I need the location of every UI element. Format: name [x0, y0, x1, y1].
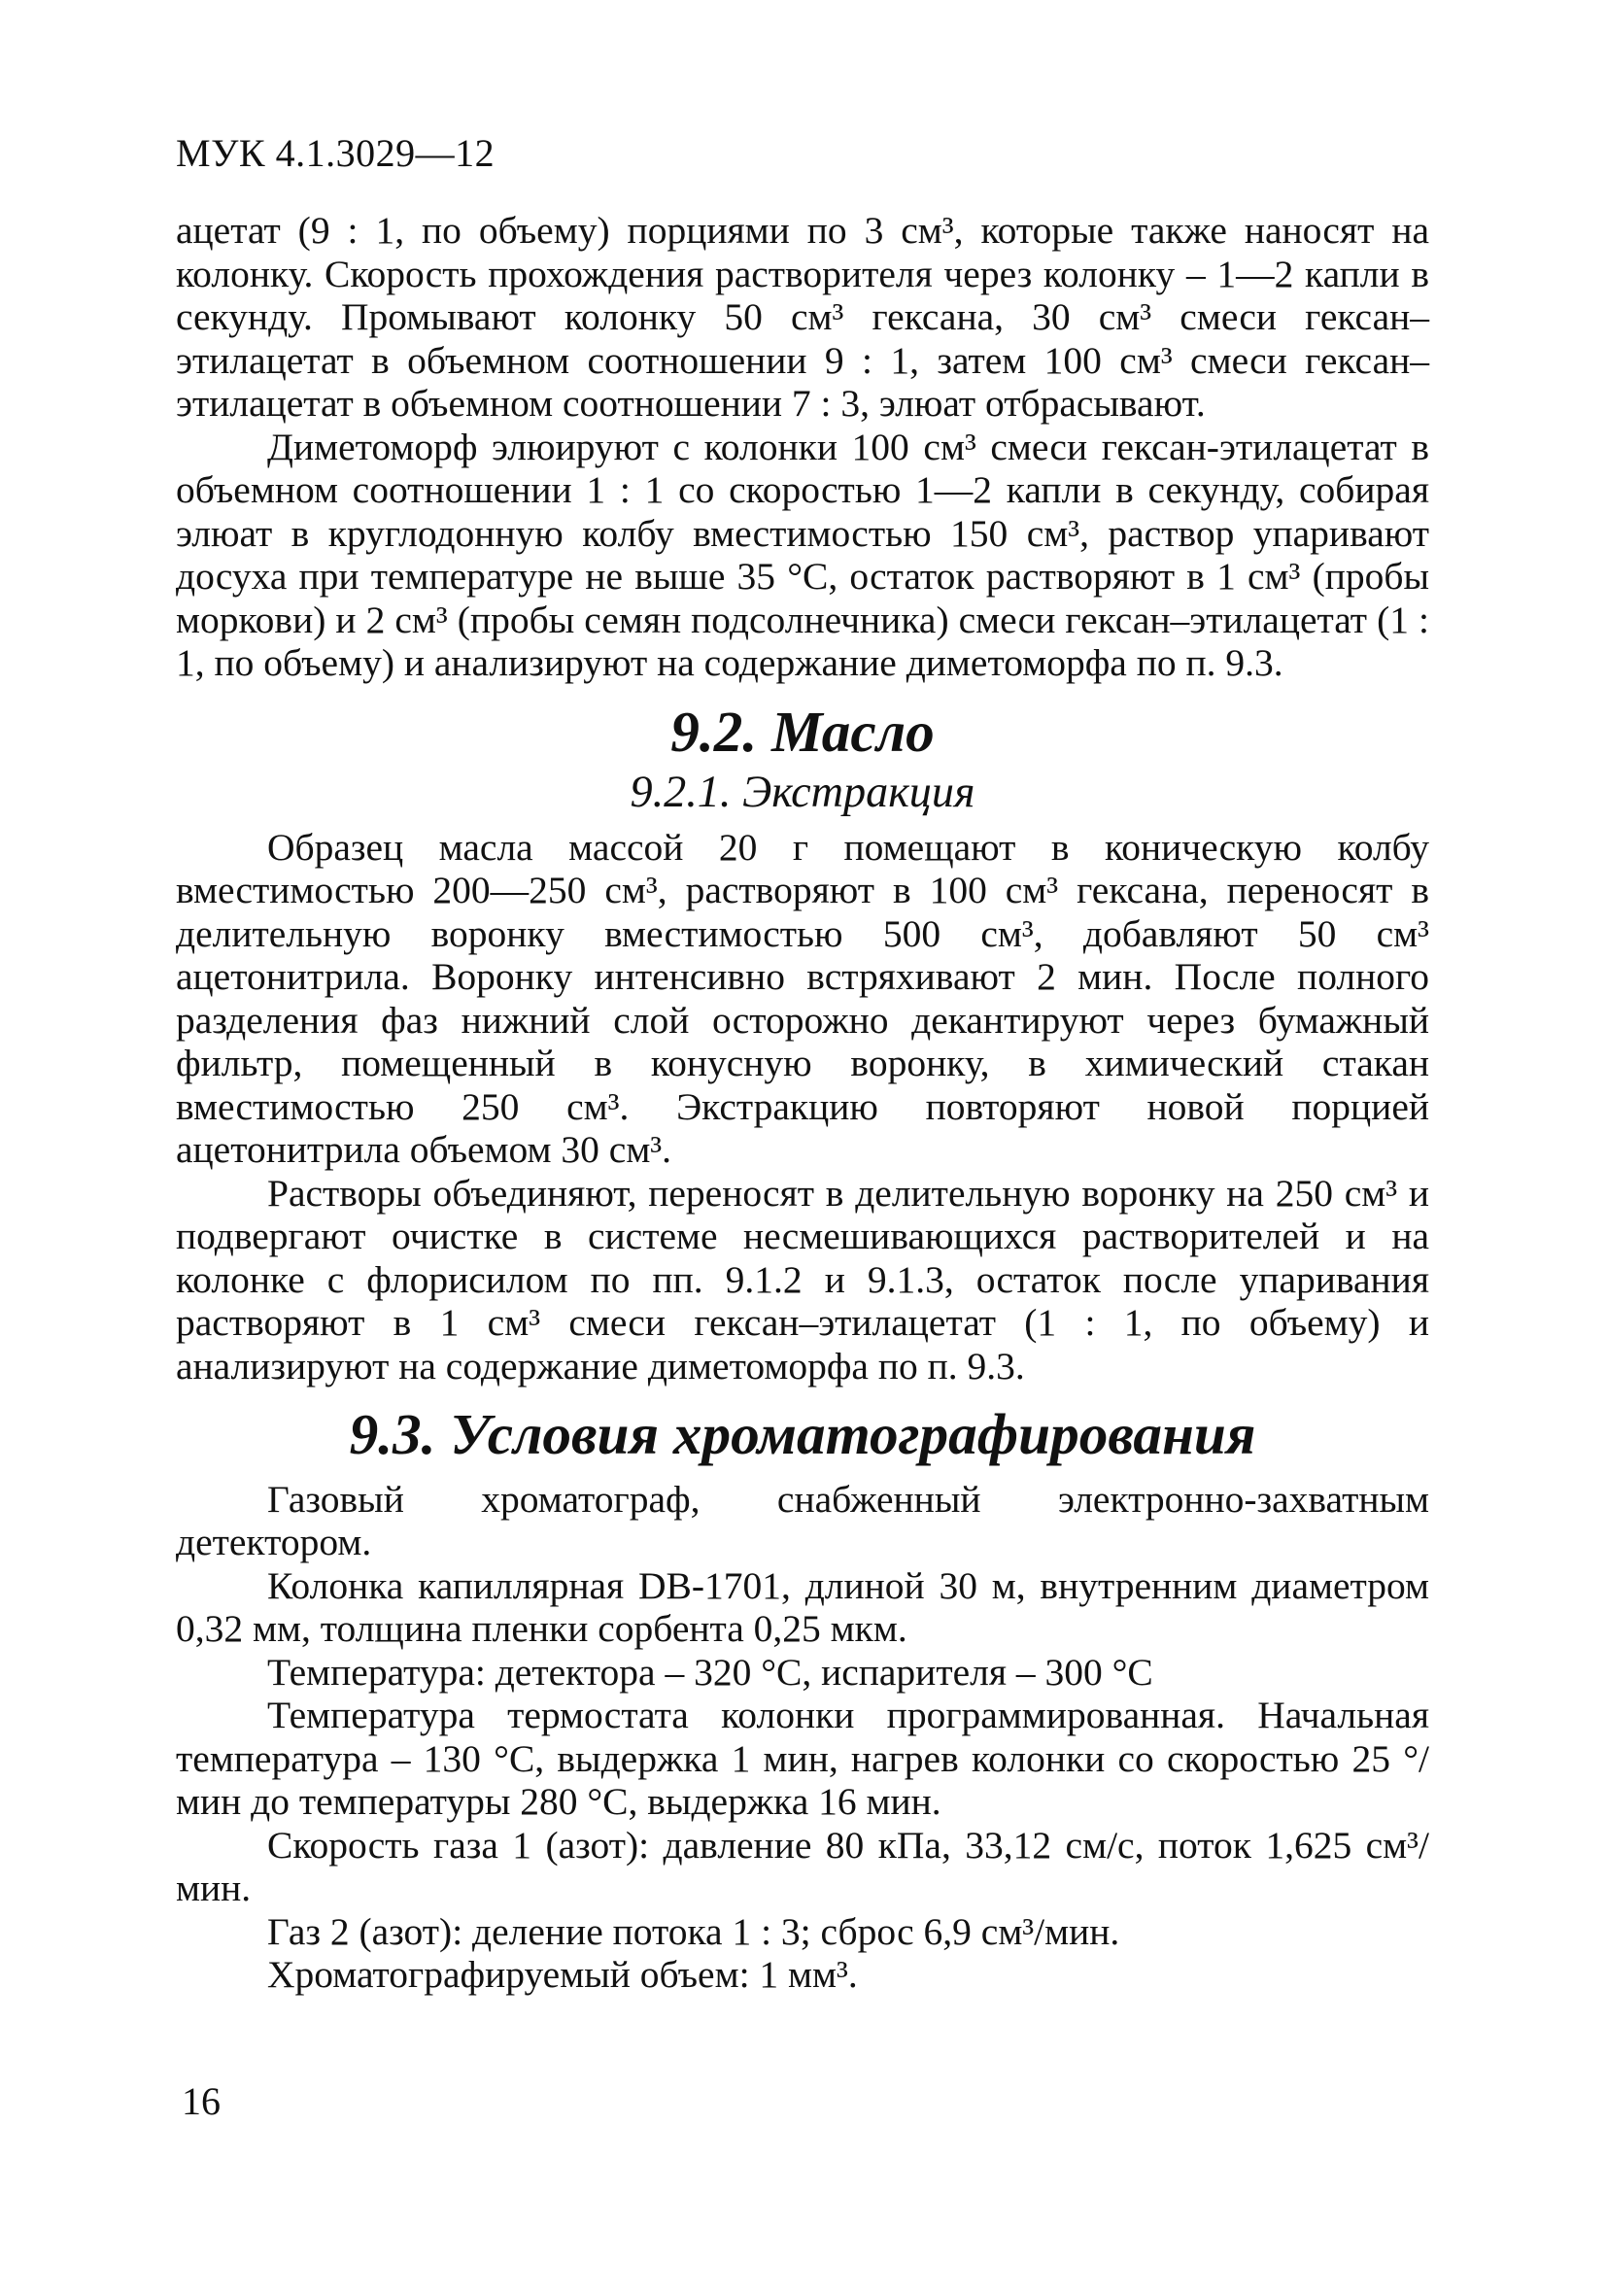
paragraph: Колонка капиллярная DB-1701, длиной 30 м, внутренним диаметром 0,32 мм, толщина пленки сорбента 0,25 мкм. [176, 1563, 1429, 1650]
paragraph: Скорость газа 1 (азот): давление 80 кПа, 33,12 см/с, поток 1,625 см³/мин. [176, 1823, 1429, 1909]
paragraph: Диметоморф элюируют с колонки 100 см³ смеси гексан-этилацетат в объемном соотношении 1 : 1 со скоростью 1—2 капли в секунду, собирая элюат в круглодонную колбу вместимостью 150 см³, раствор упаривают досуха при температуре не выше 35 °С, остаток растворяют в 1 см³ (пробы моркови) и 2 см³ (пробы семян подсолнечника) смеси гексан–этилацетат (1 : 1, по объему) и анализируют на содержание диметоморфа по п. 9.3. [176, 425, 1429, 684]
paragraph: Температура: детектора – 320 °С, испарителя – 300 °С [267, 1650, 1153, 1694]
subsection-heading: 9.2.1. Экстракция [630, 767, 975, 816]
paragraph: Растворы объединяют, переносят в делительную воронку на 250 см³ и подвергают очистке в системе несмешивающихся растворителей и на колонке с флорисилом по пп. 9.1.2 и 9.1.3, остаток после упаривания растворяют в 1 см³ смеси гексан–этилацетат (1 : 1, по объему) и анализируют на содержание диметоморфа по п. 9.3. [176, 1171, 1429, 1388]
paragraph: Образец масла массой 20 г помещают в коническую колбу вместимостью 200—250 см³, растворяют в 100 см³ гексана, переносят в делительную воронку вместимостью 500 см³, добавляют 50 см³ ацетонитрила. Воронку интенсивно встряхивают 2 мин. После полного разделения фаз нижний слой осторожно декантируют через бумажный фильтр, помещенный в конусную воронку, в химический стакан вместимостью 250 см³. Экстракцию повторяют новой порцией ацетонитрила объемом 30 см³. [176, 825, 1429, 1171]
paragraph: Газовый хроматограф, снабженный электронно-захватным детектором. [176, 1477, 1429, 1563]
paragraph: Газ 2 (азот): деление потока 1 : 3; сброс 6,9 см³/мин. [267, 1909, 1120, 1953]
section-heading: 9.2. Масло [670, 699, 935, 764]
section-heading: 9.3. Условия хроматографирования [349, 1402, 1256, 1466]
paragraph: Хроматографируемый объем: 1 мм³. [267, 1953, 858, 1996]
running-head: МУК 4.1.3029—12 [176, 131, 496, 175]
paragraph: ацетат (9 : 1, по объему) порциями по 3 см³, которые также наносят на колонку. Скорость прохождения растворителя через колонку – 1—2 капли в секунду. Промывают колонку 50 см³ гексана, 30 см³ смеси гексан–этилацетат в объемном соотношении 9 : 1, затем 100 см³ смеси гексан–этилацетат в объемном соотношении 7 : 3, элюат отбрасывают. [176, 209, 1429, 425]
page-number: 16 [182, 2079, 221, 2123]
paragraph: Температура термостата колонки программированная. Начальная температура – 130 °С, выдержка 1 мин, нагрев колонки со скоростью 25 °/мин до температуры 280 °С, выдержка 16 мин. [176, 1694, 1429, 1823]
body-text [176, 209, 1429, 1997]
